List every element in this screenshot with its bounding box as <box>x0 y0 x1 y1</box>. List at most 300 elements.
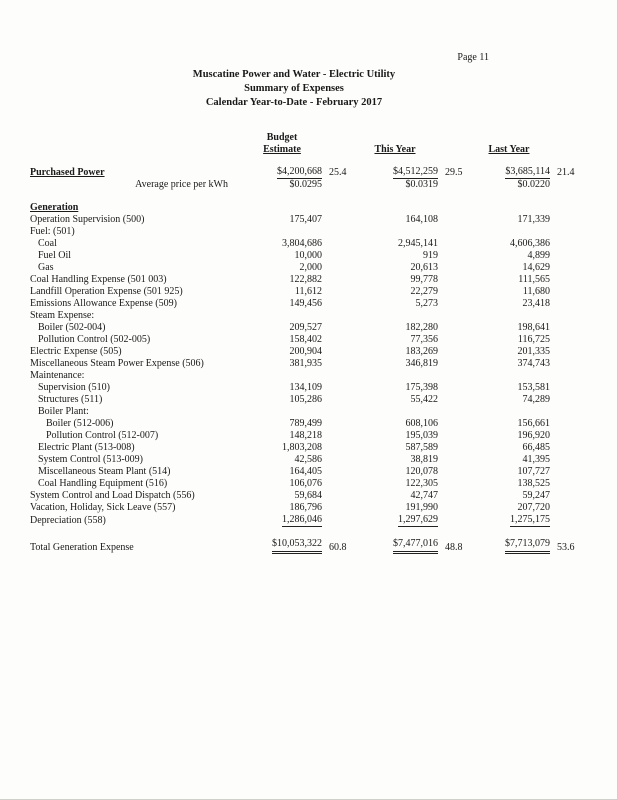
this-year-amount <box>352 262 438 274</box>
last-year-amount <box>468 262 550 274</box>
this-year-percent <box>438 406 468 418</box>
report-period: Calendar Year-to-Date - February 2017 <box>205 97 383 108</box>
budget-percent <box>322 490 352 502</box>
last-year-percent <box>550 502 580 514</box>
this-year-percent <box>438 214 468 226</box>
budget-amount <box>242 358 322 370</box>
this-year-amount-value: 191,990 <box>405 502 438 513</box>
last-year-percent <box>550 442 580 454</box>
table-row <box>30 454 580 466</box>
spacer-row <box>30 191 580 202</box>
last-year-percent <box>550 286 580 298</box>
table-row <box>30 382 580 394</box>
budget-percent <box>322 214 352 226</box>
budget-amount <box>242 370 322 382</box>
budget-amount-value: 105,286 <box>289 394 322 405</box>
this-year-amount-value: 175,398 <box>405 382 438 393</box>
budget-percent <box>322 406 352 418</box>
row-label: Coal <box>38 238 57 249</box>
last-year-percent <box>550 334 580 346</box>
last-year-percent <box>550 466 580 478</box>
table-row <box>30 262 580 274</box>
column-header-this-year: This Year <box>374 144 416 155</box>
table-row <box>30 238 580 250</box>
expenses-table <box>30 132 580 554</box>
last-year-amount-value: 196,920 <box>517 430 550 441</box>
budget-percent <box>322 370 352 382</box>
table-row <box>30 298 580 310</box>
this-year-percent <box>438 538 468 554</box>
last-year-percent <box>550 430 580 442</box>
budget-amount-value: 149,456 <box>289 298 322 309</box>
last-year-amount <box>468 286 550 298</box>
this-year-amount <box>352 538 438 554</box>
last-year-amount-value: 4,899 <box>527 250 550 261</box>
this-year-amount-value: 195,039 <box>405 430 438 441</box>
table-row <box>30 286 580 298</box>
last-year-percent <box>550 250 580 262</box>
last-year-amount <box>468 394 550 406</box>
last-year-percent <box>550 238 580 250</box>
budget-amount-value: $10,053,322 <box>272 538 322 554</box>
budget-percent <box>322 298 352 310</box>
last-year-amount <box>468 358 550 370</box>
last-year-amount <box>468 202 550 214</box>
last-year-percent <box>550 346 580 358</box>
this-year-percent <box>438 490 468 502</box>
this-year-amount <box>352 322 438 334</box>
last-year-amount-value: 107,727 <box>517 466 550 477</box>
row-label: Fuel: (501) <box>30 226 75 237</box>
row-label: Depreciation (558) <box>30 515 106 526</box>
this-year-percent <box>438 442 468 454</box>
row-label: Total Generation Expense <box>30 542 134 553</box>
budget-percent <box>322 478 352 490</box>
last-year-percent <box>550 179 580 191</box>
this-year-amount <box>352 202 438 214</box>
budget-amount <box>242 334 322 346</box>
table-row <box>30 202 580 214</box>
this-year-amount <box>352 334 438 346</box>
table-row <box>30 310 580 322</box>
budget-amount <box>242 298 322 310</box>
this-year-percent <box>438 502 468 514</box>
this-year-percent <box>438 454 468 466</box>
last-year-percent <box>550 322 580 334</box>
this-year-amount <box>352 382 438 394</box>
budget-amount-value: $4,200,668 <box>277 166 322 177</box>
row-label: Miscellaneous Steam Power Expense (506) <box>30 358 204 369</box>
budget-percent <box>322 358 352 370</box>
this-year-percent <box>438 382 468 394</box>
this-year-amount-value: 42,747 <box>410 490 438 501</box>
this-year-amount <box>352 418 438 430</box>
budget-amount <box>242 478 322 490</box>
last-year-amount-value: 4,606,386 <box>510 238 550 249</box>
row-label: Coal Handling Expense (501 003) <box>30 274 167 285</box>
this-year-percent-value: 29.5 <box>445 167 463 178</box>
last-year-amount-value: 74,289 <box>522 394 550 405</box>
last-year-amount-value: 66,485 <box>522 442 550 453</box>
this-year-amount <box>352 274 438 286</box>
last-year-amount-value: 198,641 <box>517 322 550 333</box>
last-year-percent <box>550 166 580 179</box>
budget-amount <box>242 382 322 394</box>
this-year-amount <box>352 238 438 250</box>
row-label: Operation Supervision (500) <box>30 214 145 225</box>
last-year-amount-value: 1,275,175 <box>510 514 550 525</box>
budget-amount-value: 3,804,686 <box>282 238 322 249</box>
budget-amount <box>242 286 322 298</box>
this-year-amount-value: 587,589 <box>405 442 438 453</box>
budget-percent <box>322 226 352 238</box>
last-year-amount <box>468 442 550 454</box>
last-year-percent <box>550 418 580 430</box>
table-row <box>30 179 580 191</box>
last-year-amount <box>468 238 550 250</box>
this-year-percent <box>438 274 468 286</box>
budget-amount-value: 381,935 <box>289 358 322 369</box>
budget-percent <box>322 346 352 358</box>
this-year-percent <box>438 298 468 310</box>
budget-percent-value: 25.4 <box>329 167 347 178</box>
last-year-amount <box>468 466 550 478</box>
this-year-percent <box>438 466 468 478</box>
this-year-amount <box>352 214 438 226</box>
row-label: System Control (513-009) <box>38 454 143 465</box>
this-year-amount <box>352 179 438 191</box>
budget-amount <box>242 346 322 358</box>
last-year-amount <box>468 418 550 430</box>
last-year-amount <box>468 298 550 310</box>
budget-percent <box>322 430 352 442</box>
last-year-percent <box>550 394 580 406</box>
this-year-amount <box>352 394 438 406</box>
last-year-amount <box>468 226 550 238</box>
budget-amount-value: 42,586 <box>294 454 322 465</box>
this-year-percent <box>438 322 468 334</box>
budget-percent <box>322 514 352 527</box>
table-row <box>30 226 580 238</box>
last-year-percent <box>550 202 580 214</box>
budget-percent <box>322 310 352 322</box>
this-year-percent <box>438 514 468 527</box>
this-year-amount <box>352 478 438 490</box>
row-label: Maintenance: <box>30 370 85 381</box>
row-label: Boiler (502-004) <box>38 322 106 333</box>
table-row <box>30 538 580 554</box>
budget-amount <box>242 454 322 466</box>
budget-amount-value: 106,076 <box>289 478 322 489</box>
budget-percent <box>322 538 352 554</box>
row-label: Steam Expense: <box>30 310 95 321</box>
last-year-percent <box>550 514 580 527</box>
this-year-percent <box>438 394 468 406</box>
budget-amount <box>242 274 322 286</box>
row-label: Supervision (510) <box>38 382 110 393</box>
budget-percent <box>322 466 352 478</box>
this-year-amount <box>352 346 438 358</box>
budget-percent <box>322 382 352 394</box>
this-year-percent <box>438 238 468 250</box>
this-year-percent <box>438 358 468 370</box>
table-row <box>30 466 580 478</box>
column-header-last-year: Last Year <box>488 144 530 155</box>
this-year-amount-value: 120,078 <box>405 466 438 477</box>
table-row <box>30 166 580 179</box>
budget-percent <box>322 250 352 262</box>
budget-amount <box>242 406 322 418</box>
last-year-percent <box>550 358 580 370</box>
last-year-percent <box>550 214 580 226</box>
this-year-amount <box>352 166 438 179</box>
budget-percent <box>322 274 352 286</box>
last-year-percent-value: 21.4 <box>557 167 575 178</box>
report-subtitle: Summary of Expenses <box>244 83 344 94</box>
last-year-percent <box>550 274 580 286</box>
spacer-row <box>30 527 580 538</box>
this-year-percent <box>438 310 468 322</box>
last-year-amount-value: 41,395 <box>522 454 550 465</box>
row-label: Structures (511) <box>38 394 103 405</box>
budget-amount-value: 164,405 <box>289 466 322 477</box>
last-year-amount-value: 116,725 <box>517 334 550 345</box>
last-year-amount <box>468 346 550 358</box>
row-label: Generation <box>30 202 79 213</box>
last-year-percent <box>550 406 580 418</box>
this-year-amount-value: $0.0319 <box>405 179 438 190</box>
budget-percent <box>322 238 352 250</box>
this-year-percent-value: 48.8 <box>445 542 463 553</box>
table-row <box>30 442 580 454</box>
column-header-estimate: Estimate <box>263 144 301 155</box>
budget-percent <box>322 418 352 430</box>
last-year-amount <box>468 370 550 382</box>
this-year-percent <box>438 346 468 358</box>
this-year-amount-value: 346,819 <box>405 358 438 369</box>
budget-amount-value: 209,527 <box>289 322 322 333</box>
budget-amount <box>242 502 322 514</box>
header-row-budget <box>30 132 580 144</box>
this-year-percent <box>438 418 468 430</box>
last-year-amount-value: 14,629 <box>522 262 550 273</box>
last-year-amount <box>468 166 550 179</box>
budget-amount <box>242 250 322 262</box>
budget-amount <box>242 310 322 322</box>
budget-percent <box>322 394 352 406</box>
this-year-amount <box>352 226 438 238</box>
last-year-percent <box>550 226 580 238</box>
this-year-percent <box>438 226 468 238</box>
this-year-amount <box>352 250 438 262</box>
this-year-amount <box>352 310 438 322</box>
budget-amount-value: 186,796 <box>289 502 322 513</box>
budget-amount <box>242 214 322 226</box>
this-year-amount-value: 22,279 <box>410 286 438 297</box>
this-year-percent <box>438 478 468 490</box>
table-row <box>30 274 580 286</box>
table-row <box>30 322 580 334</box>
budget-percent <box>322 166 352 179</box>
budget-percent <box>322 262 352 274</box>
budget-amount <box>242 430 322 442</box>
last-year-amount-value: 11,680 <box>522 286 550 297</box>
budget-amount <box>242 466 322 478</box>
this-year-percent <box>438 370 468 382</box>
budget-amount-value: 2,000 <box>299 262 322 273</box>
last-year-amount <box>468 490 550 502</box>
this-year-amount-value: 55,422 <box>410 394 438 405</box>
table-row <box>30 214 580 226</box>
table-row <box>30 502 580 514</box>
this-year-amount-value: 99,778 <box>410 274 438 285</box>
budget-percent <box>322 442 352 454</box>
this-year-amount <box>352 406 438 418</box>
last-year-percent <box>550 298 580 310</box>
last-year-amount <box>468 502 550 514</box>
last-year-amount-value: 156,661 <box>517 418 550 429</box>
this-year-percent <box>438 179 468 191</box>
row-label: Gas <box>38 262 54 273</box>
last-year-amount-value: 207,720 <box>517 502 550 513</box>
this-year-amount-value: 1,297,629 <box>398 514 438 525</box>
budget-amount <box>242 538 322 554</box>
budget-amount <box>242 262 322 274</box>
this-year-amount-value: 182,280 <box>405 322 438 333</box>
last-year-percent-value: 53.6 <box>557 542 575 553</box>
table-row <box>30 394 580 406</box>
last-year-amount-value: $3,685,114 <box>505 166 550 177</box>
last-year-amount <box>468 478 550 490</box>
budget-percent <box>322 202 352 214</box>
budget-percent <box>322 286 352 298</box>
budget-amount-value: 200,904 <box>289 346 322 357</box>
row-label: System Control and Load Dispatch (556) <box>30 490 195 501</box>
budget-percent-value: 60.8 <box>329 542 347 553</box>
budget-amount-value: 1,286,046 <box>282 514 322 525</box>
row-label: Miscellaneous Steam Plant (514) <box>38 466 171 477</box>
last-year-amount-value: 23,418 <box>522 298 550 309</box>
row-label: Landfill Operation Expense (501 925) <box>30 286 183 297</box>
budget-amount-value: 59,684 <box>294 490 322 501</box>
last-year-amount-value: $7,713,079 <box>505 538 550 554</box>
budget-percent <box>322 334 352 346</box>
this-year-amount <box>352 298 438 310</box>
row-label: Purchased Power <box>30 167 105 178</box>
budget-amount <box>242 418 322 430</box>
table-row <box>30 514 580 527</box>
table-row <box>30 250 580 262</box>
last-year-amount-value: 138,525 <box>517 478 550 489</box>
last-year-percent <box>550 538 580 554</box>
last-year-amount-value: 374,743 <box>517 358 550 369</box>
last-year-amount-value: 59,247 <box>522 490 550 501</box>
this-year-amount-value: 38,819 <box>410 454 438 465</box>
this-year-amount <box>352 442 438 454</box>
row-label: Emissions Allowance Expense (509) <box>30 298 177 309</box>
this-year-percent <box>438 202 468 214</box>
this-year-amount-value: 5,273 <box>415 298 438 309</box>
this-year-percent <box>438 334 468 346</box>
last-year-amount <box>468 214 550 226</box>
this-year-amount-value: $4,512,259 <box>393 166 438 177</box>
table-row <box>30 406 580 418</box>
last-year-percent <box>550 310 580 322</box>
last-year-percent <box>550 454 580 466</box>
this-year-amount <box>352 286 438 298</box>
last-year-amount <box>468 430 550 442</box>
budget-amount <box>242 514 322 527</box>
row-label: Pollution Control (502-005) <box>38 334 151 345</box>
budget-amount <box>242 166 322 179</box>
budget-amount <box>242 322 322 334</box>
table-row <box>30 370 580 382</box>
last-year-amount-value: 111,565 <box>518 274 550 285</box>
budget-amount-value: 134,109 <box>289 382 322 393</box>
table-row <box>30 346 580 358</box>
this-year-amount-value: 183,269 <box>405 346 438 357</box>
table-row <box>30 418 580 430</box>
last-year-amount <box>468 274 550 286</box>
last-year-amount <box>468 250 550 262</box>
this-year-amount-value: 608,106 <box>405 418 438 429</box>
last-year-amount-value: 153,581 <box>517 382 550 393</box>
last-year-percent <box>550 370 580 382</box>
budget-amount-value: 789,499 <box>289 418 322 429</box>
row-label: Boiler Plant: <box>38 406 89 417</box>
budget-amount-value: 10,000 <box>294 250 322 261</box>
budget-amount <box>242 442 322 454</box>
budget-percent <box>322 502 352 514</box>
last-year-amount <box>468 179 550 191</box>
this-year-percent <box>438 262 468 274</box>
budget-amount-value: 175,407 <box>289 214 322 225</box>
last-year-amount-value: $0.0220 <box>517 179 550 190</box>
last-year-amount-value: 171,339 <box>517 214 550 225</box>
this-year-percent <box>438 286 468 298</box>
budget-percent <box>322 454 352 466</box>
this-year-amount <box>352 358 438 370</box>
last-year-amount <box>468 322 550 334</box>
last-year-amount <box>468 382 550 394</box>
last-year-percent <box>550 262 580 274</box>
row-label: Electric Expense (505) <box>30 346 122 357</box>
budget-amount <box>242 202 322 214</box>
budget-percent <box>322 179 352 191</box>
table-row <box>30 430 580 442</box>
row-label: Fuel Oil <box>38 250 72 261</box>
budget-amount <box>242 238 322 250</box>
last-year-amount <box>468 538 550 554</box>
report-title: Muscatine Power and Water - Electric Utility <box>192 69 396 80</box>
row-label: Vacation, Holiday, Sick Leave (557) <box>30 502 176 513</box>
budget-amount <box>242 226 322 238</box>
budget-amount-value: $0.0295 <box>289 179 322 190</box>
row-label: Coal Handling Equipment (516) <box>38 478 168 489</box>
budget-amount-value: 158,402 <box>289 334 322 345</box>
this-year-percent <box>438 430 468 442</box>
header-row-columns <box>30 144 580 166</box>
this-year-amount-value: 77,356 <box>410 334 438 345</box>
this-year-amount <box>352 454 438 466</box>
row-label: Average price per kWh <box>135 179 228 190</box>
this-year-amount-value: 2,945,141 <box>398 238 438 249</box>
this-year-percent <box>438 166 468 179</box>
budget-amount <box>242 394 322 406</box>
this-year-amount <box>352 430 438 442</box>
last-year-amount <box>468 334 550 346</box>
row-label: Boiler (512-006) <box>46 418 114 429</box>
